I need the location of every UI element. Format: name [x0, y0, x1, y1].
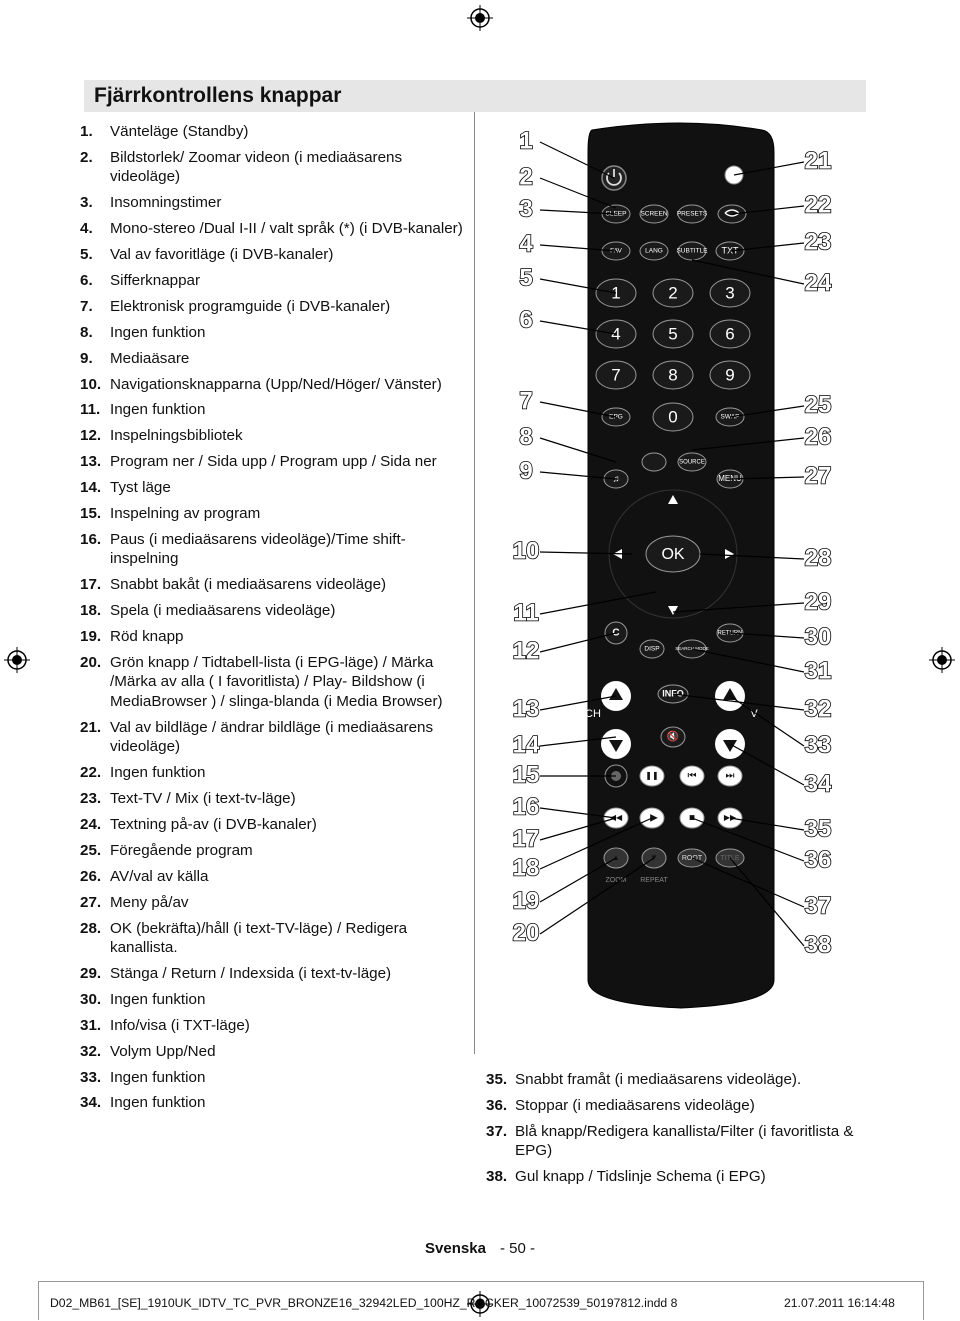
item-number: 18.	[80, 602, 102, 620]
screen-label: SCREEN	[640, 210, 668, 218]
item-text: Tyst läge	[110, 479, 171, 497]
print-date: 21.07.2011 16:14:48	[784, 1296, 895, 1310]
item-number: 26.	[80, 867, 102, 885]
callout-37: 37	[804, 892, 832, 920]
lang-label: LANG	[645, 247, 663, 255]
item-text: Elektronisk programguide (i DVB-kanaler)	[110, 297, 391, 315]
list-item	[80, 148, 472, 187]
callout-30: 30	[804, 623, 832, 651]
item-number: 12.	[80, 427, 102, 445]
item-text: Snabbt framåt (i mediaäsarens videoläge).	[515, 1071, 802, 1088]
callout-26: 26	[804, 423, 832, 451]
item-number: 11.	[80, 401, 101, 419]
list-item	[80, 193, 472, 213]
list-item	[80, 400, 472, 420]
button-function-list	[80, 122, 472, 1119]
list-item	[80, 763, 472, 783]
item-number: 2.	[80, 148, 93, 166]
digit-label-3: 3	[725, 283, 735, 303]
item-text: Mono-stereo /Dual I-II / valt språk (*) (i DVB-kanaler)	[110, 220, 463, 238]
list-item	[486, 1167, 886, 1187]
list-item	[80, 653, 472, 712]
item-number: 23.	[80, 790, 102, 808]
item-text: Val av bildläge / ändrar bildläge (i mediaäsarens videoläge)	[110, 718, 434, 756]
list-item	[80, 867, 472, 887]
item-number: 19.	[80, 628, 102, 646]
previous-icon: ⏮	[687, 770, 697, 782]
swap-label: SWAP	[720, 413, 740, 421]
zoom-icon: ▲	[612, 853, 620, 863]
ok-label: OK	[661, 546, 685, 564]
callout-33: 33	[804, 731, 832, 759]
callout-8: 8	[519, 423, 533, 451]
repeat-label: REPEAT	[640, 876, 668, 884]
list-item	[80, 375, 472, 395]
callout-6: 6	[519, 306, 533, 334]
footer-language: Svenska	[425, 1240, 486, 1257]
callout-20: 20	[512, 919, 540, 947]
library-button	[642, 453, 666, 471]
item-text: Text-TV / Mix (i text-tv-läge)	[110, 790, 296, 808]
item-text: Textning på-av (i DVB-kanaler)	[110, 815, 317, 833]
list-item	[80, 349, 472, 369]
callout-2: 2	[519, 163, 533, 191]
fast-forward-icon: ▶▶	[723, 813, 737, 823]
item-number: 1.	[80, 123, 93, 140]
item-number: 36.	[486, 1096, 508, 1114]
callout-32: 32	[804, 695, 832, 723]
list-item	[80, 271, 472, 291]
item-text: Ingen funktion	[110, 1068, 206, 1086]
root-label: ROOT	[681, 854, 703, 862]
subtitle-label: SUBTITLE	[676, 247, 708, 255]
callout-24: 24	[804, 269, 832, 297]
callout-25: 25	[804, 391, 832, 419]
item-text: Insomningstimer	[110, 194, 222, 212]
list-item	[80, 297, 472, 317]
item-text: Blå knapp/Redigera kanallista/Filter (i favoritlista & EPG)	[515, 1122, 854, 1160]
item-text: Ingen funktion	[110, 990, 206, 1008]
list-item	[80, 964, 472, 984]
callout-22: 22	[804, 191, 832, 219]
title-label: TITLE	[720, 854, 740, 862]
digit-label-4: 4	[611, 324, 621, 344]
callout-9: 9	[519, 457, 533, 485]
digit-label-9: 9	[725, 365, 735, 385]
item-number: 3.	[80, 194, 93, 212]
info-label: INFO	[662, 688, 684, 699]
v-label: V	[750, 707, 758, 720]
item-number: 24.	[80, 815, 102, 833]
registration-mark-top	[467, 5, 493, 31]
item-number: 21.	[80, 718, 102, 736]
callout-1: 1	[519, 127, 533, 155]
callout-35: 35	[804, 815, 832, 843]
list-item	[80, 219, 472, 239]
rewind-icon: ◀◀	[609, 813, 623, 823]
txt-label: TXT	[721, 245, 739, 256]
column-divider	[474, 112, 475, 1054]
disp-label: DISP	[644, 645, 660, 653]
item-number: 22.	[80, 764, 102, 782]
item-number: 29.	[80, 964, 102, 982]
callout-36: 36	[804, 846, 832, 874]
item-text: Ingen funktion	[110, 401, 206, 419]
list-item	[80, 1016, 472, 1036]
list-item	[80, 919, 472, 958]
item-number: 17.	[80, 576, 102, 594]
item-text: Meny på/av	[110, 893, 189, 911]
mute-icon: 🔇	[666, 731, 680, 743]
callout-16: 16	[512, 793, 540, 821]
music-icon: ♫	[612, 473, 620, 484]
item-text: Program ner / Sida upp / Program upp / Sida ner	[110, 453, 437, 471]
list-item	[80, 452, 472, 472]
section-header	[84, 80, 866, 112]
callout-21: 21	[804, 147, 832, 175]
list-item	[80, 601, 472, 621]
callout-29: 29	[804, 588, 832, 616]
item-text: Val av favoritläge (i DVB-kanaler)	[110, 246, 334, 264]
item-number: 30.	[80, 990, 102, 1008]
list-item	[80, 245, 472, 265]
item-number: 31.	[80, 1016, 102, 1034]
item-text: Info/visa (i TXT-läge)	[110, 1016, 250, 1034]
item-text: Paus (i mediaäsarens videoläge)/Time shift-inspelning	[110, 530, 406, 568]
callout-13: 13	[512, 695, 540, 723]
registration-mark-left	[4, 647, 30, 673]
callout-14: 14	[512, 731, 540, 759]
list-item	[80, 627, 472, 647]
list-item	[80, 323, 472, 343]
callout-31: 31	[804, 657, 832, 685]
item-text: Navigationsknapparna (Upp/Ned/Höger/ Vänster)	[110, 375, 442, 393]
item-text: Sifferknappar	[110, 271, 201, 289]
list-item	[486, 1096, 886, 1116]
item-text: Gul knapp / Tidslinje Schema (i EPG)	[515, 1168, 766, 1186]
list-item	[486, 1070, 886, 1090]
ch-label: CH	[585, 707, 601, 720]
callout-17: 17	[512, 825, 540, 853]
item-number: 37.	[486, 1122, 508, 1140]
item-text: Volym Upp/Ned	[110, 1042, 216, 1060]
list-item	[80, 575, 472, 595]
list-item	[80, 504, 472, 524]
digit-label-8: 8	[668, 365, 678, 385]
callout-19: 19	[512, 887, 540, 915]
callout-28: 28	[804, 544, 832, 572]
menu-label: MENU	[718, 474, 742, 484]
item-text: Inspelning av program	[110, 504, 261, 522]
callout-34: 34	[804, 770, 832, 798]
item-number: 16.	[80, 530, 102, 548]
list-item	[80, 841, 472, 861]
list-item	[80, 478, 472, 498]
item-number: 38.	[486, 1168, 508, 1186]
item-number: 25.	[80, 841, 102, 859]
callout-3: 3	[519, 195, 533, 223]
list-item	[80, 893, 472, 913]
item-text: Grön knapp / Tidtabell-lista (i EPG-läge) / Märka /Märka av alla ( I favoritlista) / Play- Bildshow (i MediaBrowser ) / slinga-blanda (i Media Browser)	[110, 653, 443, 710]
callout-23: 23	[804, 228, 832, 256]
presets-label: PRESETS	[676, 210, 708, 218]
digit-label-5: 5	[668, 324, 678, 344]
callout-38: 38	[804, 931, 832, 959]
list-item	[80, 530, 472, 569]
item-number: 4.	[80, 220, 93, 238]
list-item	[80, 426, 472, 446]
page-number: - 50 -	[499, 1240, 535, 1257]
callout-4: 4	[519, 230, 533, 258]
list-item	[80, 815, 472, 835]
callout-15: 15	[512, 761, 540, 789]
page-title: Fjärrkontrollens knappar	[94, 84, 342, 107]
button-function-list-continued	[486, 1070, 886, 1193]
item-number: 28.	[80, 919, 102, 937]
item-text: Snabbt bakåt (i mediaäsarens videoläge)	[110, 576, 387, 594]
return-label: RETURN	[717, 630, 743, 637]
play-icon: ▶	[650, 812, 658, 824]
item-number: 32.	[80, 1042, 102, 1060]
list-item	[80, 990, 472, 1010]
item-number: 34.	[80, 1094, 102, 1112]
item-text: Föregående program	[110, 841, 253, 859]
digit-label-7: 7	[611, 365, 621, 385]
item-number: 33.	[80, 1068, 102, 1086]
item-text: Vänteläge (Standby)	[110, 123, 249, 140]
list-item	[80, 1068, 472, 1088]
list-item	[80, 122, 472, 142]
item-number: 5.	[80, 246, 93, 264]
item-text: Stänga / Return / Indexsida (i text-tv-läge)	[110, 964, 392, 982]
item-number: 14.	[80, 479, 102, 497]
callout-27: 27	[804, 462, 832, 490]
source-label: SOURCE	[679, 459, 705, 466]
list-item	[80, 789, 472, 809]
item-number: 27.	[80, 893, 102, 911]
item-number: 13.	[80, 453, 102, 471]
list-item	[80, 718, 472, 757]
item-text: AV/val av källa	[110, 867, 209, 885]
stop-icon: ■	[688, 812, 696, 824]
callout-7: 7	[519, 387, 533, 415]
digit-label-0: 0	[668, 407, 678, 427]
zoom-label: ZOOM	[605, 876, 627, 884]
item-number: 6.	[80, 271, 93, 289]
item-number: 7.	[80, 297, 93, 315]
list-item	[486, 1122, 886, 1161]
callout-18: 18	[512, 854, 540, 882]
item-text: Stoppar (i mediaäsarens videoläge)	[515, 1096, 755, 1114]
item-number: 8.	[80, 323, 93, 341]
search-mode-label: SEARCH MODE	[675, 646, 709, 652]
next-icon: ⏭	[725, 770, 735, 782]
page-footer	[0, 1240, 960, 1257]
callout-10: 10	[512, 537, 540, 565]
epg-label: EPG	[609, 413, 623, 421]
callout-11: 11	[513, 599, 539, 627]
item-text: Bildstorlek/ Zoomar videon (i mediaäsarens videoläge)	[110, 148, 403, 186]
item-text: Ingen funktion	[110, 323, 206, 341]
pause-icon: ❚❚	[645, 771, 659, 781]
remote-control-illustration	[496, 112, 866, 1012]
item-number: 9.	[80, 349, 93, 367]
digit-label-6: 6	[725, 324, 735, 344]
callout-12: 12	[512, 637, 540, 665]
registration-mark-right	[929, 647, 955, 673]
item-text: Ingen funktion	[110, 1094, 206, 1112]
item-text: Ingen funktion	[110, 764, 206, 782]
fav-label: FAV	[610, 247, 622, 255]
item-text: OK (bekräfta)/håll (i text-TV-läge) / Redigera kanallista.	[110, 919, 408, 957]
list-item	[80, 1042, 472, 1062]
item-text: Spela (i mediaäsarens videoläge)	[110, 602, 336, 620]
item-number: 35.	[486, 1071, 508, 1088]
item-text: Inspelningsbibliotek	[110, 427, 243, 445]
list-item	[80, 1093, 472, 1113]
sleep-label: SLEEP	[605, 210, 627, 218]
digit-label-1: 1	[611, 283, 621, 303]
digit-label-2: 2	[668, 283, 678, 303]
repeat-icon: ▼	[650, 853, 658, 863]
item-number: 15.	[80, 504, 102, 522]
item-number: 10.	[80, 375, 102, 393]
print-file-name: D02_MB61_[SE]_1910UK_IDTV_TC_PVR_BRONZE16_32942LED_100HZ_ROCKER_10072539_50197812.indd 8	[50, 1296, 678, 1310]
callout-5: 5	[519, 264, 533, 292]
c-label: C	[612, 627, 620, 639]
item-text: Mediaäsare	[110, 349, 190, 367]
item-number: 20.	[80, 653, 102, 671]
item-text: Röd knapp	[110, 628, 184, 646]
